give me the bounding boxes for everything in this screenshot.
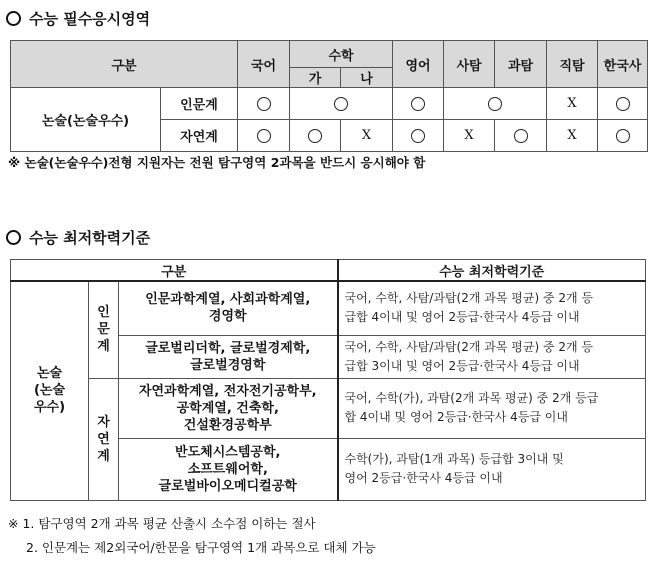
circle-mark-icon — [257, 97, 271, 111]
x-mark-icon: X — [361, 128, 372, 143]
major-line: 글로벌리더학, 글로벌경제학, — [145, 340, 311, 356]
header-korean: 국어 — [238, 41, 290, 88]
section-title-text: 수능 최저학력기준 — [29, 229, 151, 247]
major-line: 자연과학계열, 전자전기공학부, — [138, 383, 317, 399]
cell-mark — [290, 88, 393, 120]
section-title-required — [6, 8, 150, 29]
criteria-line: 급합 4이내 및 영어 2등급·한국사 4등급 이내 — [344, 310, 580, 325]
group-label-line: 논술 — [36, 366, 63, 382]
cell-mark — [547, 88, 598, 120]
natural-label: 자 연 계 — [89, 378, 119, 500]
note-line: ※ 1. 탐구영역 2개 과목 평균 산출시 소수점 이하는 절사 — [8, 516, 316, 531]
header-math-ga: 가 — [290, 68, 341, 88]
header-math: 수학 — [290, 41, 393, 68]
circle-bullet-icon — [6, 11, 21, 26]
cell-mark — [444, 88, 547, 120]
cell-mark — [238, 88, 290, 120]
header-criteria: 수능 최저학력기준 — [338, 260, 646, 282]
circle-mark-icon — [488, 97, 502, 111]
major-line: 인문과학계열, 사회과학계열, — [145, 292, 311, 308]
major-line: 소프트웨어학, — [187, 461, 268, 477]
criteria-line: 수학(가), 과탐(1개 과목) 등급합 3이내 및 — [344, 452, 564, 466]
header-gubun: 구분 — [11, 260, 338, 282]
circle-mark-icon — [411, 97, 425, 111]
note-line: 2. 인문계는 제2외국어/한문을 탐구영역 1개 과목으로 대체 가능 — [26, 540, 376, 555]
cell-mark — [495, 120, 547, 152]
criteria-line: 급합 3이내 및 영어 2등급·한국사 4등급 이내 — [344, 358, 580, 373]
header-gubun: 구분 — [11, 41, 238, 88]
criteria-line: 국어, 수학(가), 과탐(2개 과목 평균) 중 2개 등급 — [344, 391, 599, 405]
major-line: 공학계열, 건축학, — [176, 400, 279, 416]
minimum-notes — [8, 512, 376, 560]
cell-mark — [393, 88, 444, 120]
circle-mark-icon — [616, 97, 630, 111]
criteria-line: 국어, 수학, 사탐/과탐(2개 과목 평균) 중 2개 등 — [344, 339, 593, 354]
criteria-line: 합 4이내 및 영어 2등급·한국사 4등급 이내 — [344, 410, 568, 424]
cell-mark — [598, 88, 648, 120]
header-math-na: 나 — [341, 68, 393, 88]
x-mark-icon: X — [567, 96, 577, 111]
required-subjects-table — [10, 40, 648, 152]
header-science: 과탐 — [495, 41, 547, 88]
major-line: 경영학 — [208, 309, 247, 325]
cell-mark — [393, 120, 444, 152]
cell-mark — [598, 120, 648, 152]
criteria-cell — [338, 281, 646, 335]
cell-mark — [341, 120, 393, 152]
major-cell — [119, 335, 338, 378]
criteria-cell — [338, 335, 646, 378]
major-line: 글로벌바이오메디컬공학 — [158, 478, 297, 494]
major-cell — [119, 281, 338, 335]
major-line: 건설환경공학부 — [183, 417, 272, 433]
cell-mark — [444, 120, 495, 152]
criteria-cell — [338, 378, 646, 438]
circle-mark-icon — [411, 129, 425, 143]
circle-bullet-icon — [6, 230, 21, 245]
circle-mark-icon — [616, 129, 630, 143]
minimum-criteria-table — [10, 259, 646, 501]
circle-mark-icon — [514, 129, 528, 143]
major-line: 글로벌경영학 — [190, 357, 266, 373]
criteria-line: 국어, 수학, 사탐/과탐(2개 과목 평균) 중 2개 등 — [344, 291, 593, 306]
group-label: 논술(논술우수) — [11, 88, 161, 152]
group-label-line: 우수) — [33, 400, 66, 416]
required-note: ※ 논술(논술우수)전형 지원자는 전원 탐구영역 2과목을 반드시 응시해야 함 — [8, 155, 426, 170]
header-social: 사탐 — [444, 41, 495, 88]
humanities-label: 인 문 계 — [89, 281, 119, 378]
header-english: 영어 — [393, 41, 444, 88]
criteria-cell — [338, 438, 646, 500]
major-line: 반도체시스템공학, — [175, 444, 281, 460]
group-label — [11, 281, 89, 500]
circle-mark-icon — [257, 129, 271, 143]
header-vocational: 직탐 — [547, 41, 598, 88]
cell-mark — [238, 120, 290, 152]
circle-mark-icon — [308, 129, 322, 143]
major-cell — [119, 438, 338, 500]
header-history: 한국사 — [598, 41, 648, 88]
row-label-humanities: 인문계 — [161, 88, 238, 120]
x-mark-icon: X — [464, 128, 474, 143]
cell-mark — [290, 120, 341, 152]
major-cell — [119, 378, 338, 438]
x-mark-icon: X — [567, 128, 577, 143]
cell-mark — [547, 120, 598, 152]
section-title-text: 수능 필수응시영역 — [29, 10, 151, 28]
group-label-line: (논술 — [33, 383, 66, 399]
circle-mark-icon — [334, 97, 348, 111]
criteria-line: 영어 2등급·한국사 4등급 이내 — [344, 471, 503, 485]
section-title-minimum — [6, 227, 150, 248]
row-label-natural: 자연계 — [161, 120, 238, 152]
